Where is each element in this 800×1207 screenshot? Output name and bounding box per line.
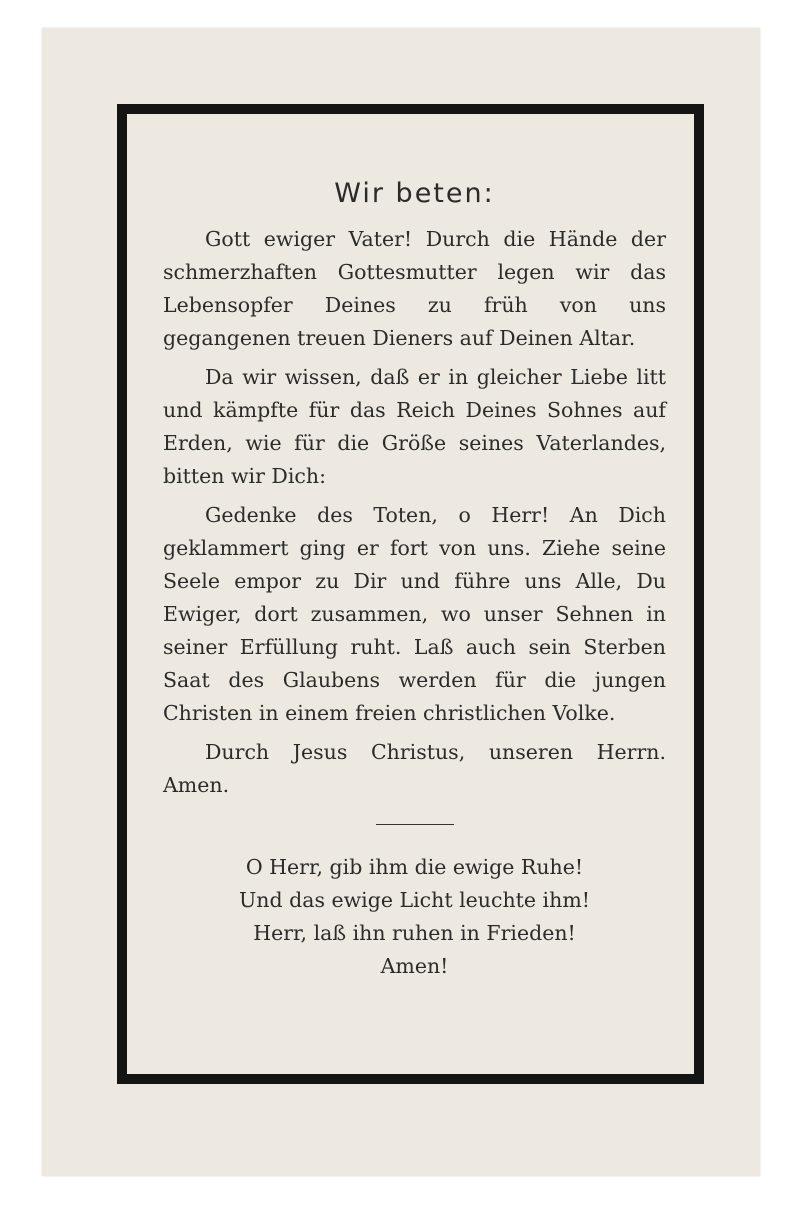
closing-line-2: Und das ewige Licht leuchte ihm! [238,888,590,912]
closing-line-1: O Herr, gib ihm die ewige Ruhe! [245,855,584,879]
prayer-title: Wir beten: [334,178,495,209]
prayer-content [163,178,666,983]
divider-line [376,824,454,825]
closing-verses [163,851,666,983]
closing-line-3: Herr, laß ihn ruhen in Frieden! [253,921,576,945]
closing-line-4: Amen! [380,954,449,978]
black-border-frame [117,104,704,1084]
prayer-paragraph-4: Durch Jesus Christus, unseren Herrn. Amen. [163,740,666,797]
prayer-paragraph-3: Gedenke des Toten, o Herr! An Dich geklammert ging er fort von uns. Ziehe seine Seele empor zu Dir und führe uns Alle, Du Ewiger, dort zusammen, wo unser Sehnen in seiner Erfüllung ruht. Laß auch sein Sterben Saat des Glaubens werden für die jungen Christen in einem freien christlichen Volke. [163,503,666,725]
prayer-paragraph-1: Gott ewiger Vater! Durch die Hände der schmerzhaften Gottesmutter legen wir das Lebensopfer Deines zu früh von uns gegangenen treuen Dieners auf Deinen Altar. [163,227,666,350]
prayer-paragraph-2: Da wir wissen, daß er in gleicher Liebe litt und kämpfte für das Reich Deines Sohnes auf Erden, wie für die Größe seines Vaterlandes, bitten wir Dich: [163,365,666,488]
memorial-card [42,28,760,1176]
